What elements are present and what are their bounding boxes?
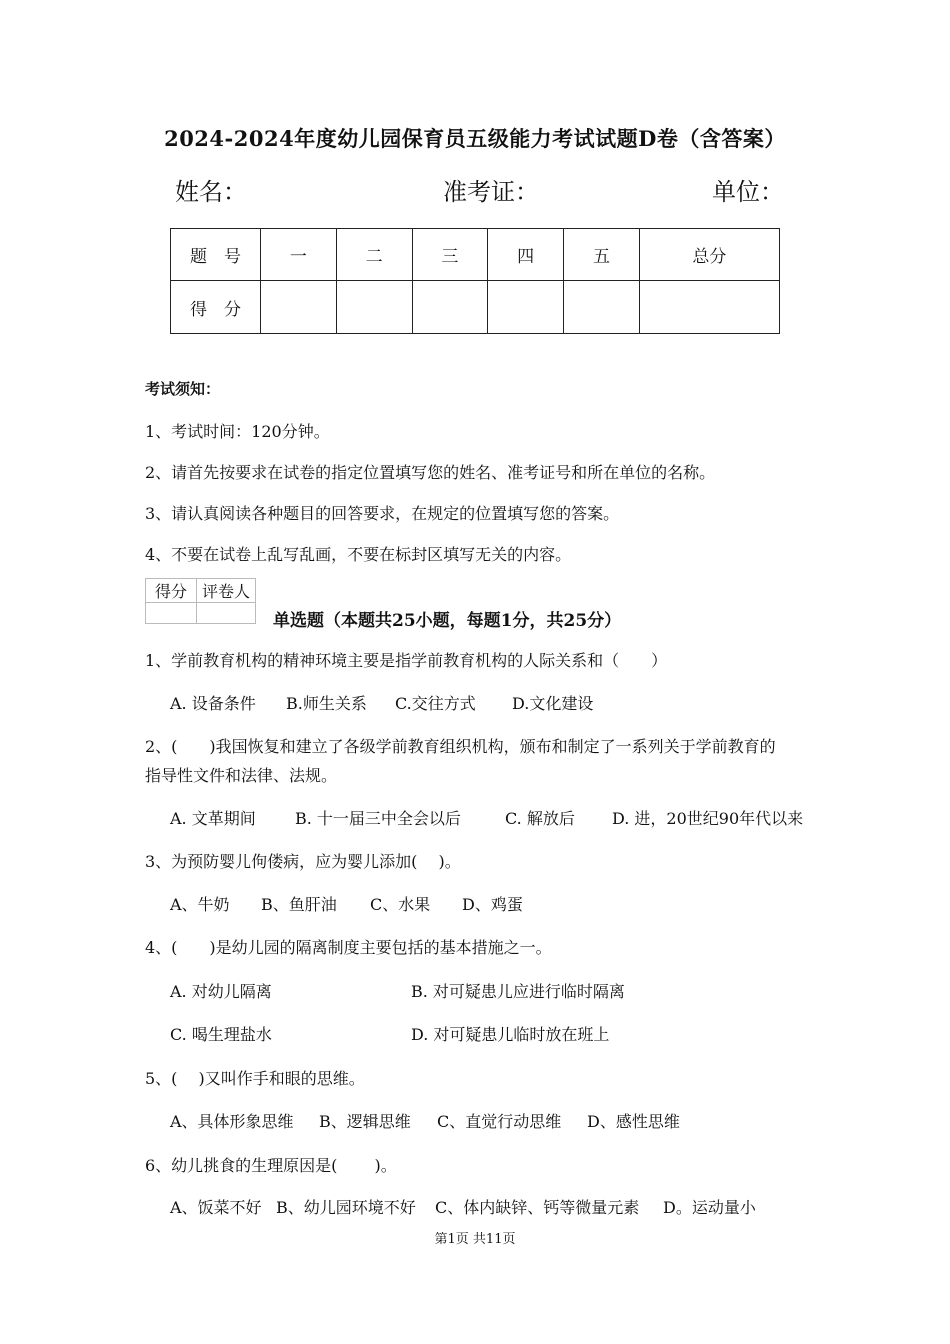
option[interactable]: A. 设备条件 [170, 694, 256, 713]
option[interactable]: B. 十一届三中全会以后 [295, 809, 461, 828]
header-cell-total: 总分 [639, 229, 779, 281]
question-text: 4、( )是幼儿园的隔离制度主要包括的基本措施之一。 [145, 938, 552, 957]
score-table [170, 228, 780, 334]
option[interactable]: D.文化建设 [512, 694, 594, 713]
option[interactable]: C、水果 [370, 895, 431, 914]
score-cell-1[interactable] [261, 281, 337, 334]
header-cell-1: 一 [261, 229, 337, 281]
option[interactable]: A. 文革期间 [170, 809, 256, 828]
score-cell-4[interactable] [488, 281, 564, 334]
unit-label: 单位： [712, 178, 784, 206]
score-cell-5[interactable] [564, 281, 640, 334]
score-cell-total[interactable] [639, 281, 779, 334]
grader-reviewer-cell[interactable] [197, 603, 256, 624]
option[interactable]: B、幼儿园环境不好 [276, 1198, 416, 1217]
option[interactable]: D、感性思维 [587, 1112, 680, 1131]
question-text: 3、为预防婴儿佝偻病，应为婴儿添加( )。 [145, 852, 461, 871]
option[interactable]: C. 解放后 [505, 809, 575, 828]
header-cell-4: 四 [488, 229, 564, 281]
option[interactable]: B. 对可疑患儿应进行临时隔离 [411, 982, 625, 1001]
question-text: 2、( )我国恢复和建立了各级学前教育组织机构，颁布和制定了一系列关于学前教育的 [145, 737, 776, 756]
option[interactable]: A、牛奶 [170, 895, 230, 914]
option[interactable]: C、直觉行动思维 [437, 1112, 562, 1131]
notice-item: 4、不要在试卷上乱写乱画，不要在标封区填写无关的内容。 [145, 545, 572, 564]
option[interactable]: C.交往方式 [395, 694, 476, 713]
question-text-continued: 指导性文件和法律、法规。 [145, 766, 338, 785]
score-cell-2[interactable] [336, 281, 412, 334]
score-table-score-row [171, 281, 780, 334]
row-label-score: 得 分 [171, 281, 261, 334]
notice-item: 2、请首先按要求在试卷的指定位置填写您的姓名、准考证号和所在单位的名称。 [145, 463, 716, 482]
section-title: 单选题（本题共25小题，每题1分，共25分） [273, 611, 622, 631]
score-cell-3[interactable] [412, 281, 488, 334]
option[interactable]: B、鱼肝油 [261, 895, 337, 914]
option[interactable]: B、逻辑思维 [319, 1112, 411, 1131]
header-cell-5: 五 [564, 229, 640, 281]
notice-item: 1、考试时间：120分钟。 [145, 422, 330, 441]
question-text: 6、幼儿挑食的生理原因是( )。 [145, 1156, 397, 1175]
grader-score-cell[interactable] [146, 603, 197, 624]
option[interactable]: A、具体形象思维 [170, 1112, 294, 1131]
grader-reviewer-label: 评卷人 [197, 579, 256, 603]
option[interactable]: D. 对可疑患儿临时放在班上 [411, 1025, 610, 1044]
option[interactable]: C. 喝生理盐水 [170, 1025, 272, 1044]
score-table-header-row [171, 229, 780, 281]
notice-item: 3、请认真阅读各种题目的回答要求，在规定的位置填写您的答案。 [145, 504, 620, 523]
option[interactable]: C、体内缺锌、钙等微量元素 [435, 1198, 640, 1217]
option[interactable]: D。运动量小 [663, 1198, 756, 1217]
question-text: 1、学前教育机构的精神环境主要是指学前教育机构的人际关系和（ ） [145, 651, 668, 670]
option[interactable]: D、鸡蛋 [462, 895, 523, 914]
document-title: 2024-2024年度幼儿园保育员五级能力考试试题D卷（含答案） [164, 126, 786, 151]
exam-id-label: 准考证： [443, 178, 539, 206]
grader-score-label: 得分 [146, 579, 197, 603]
notice-heading: 考试须知： [145, 380, 221, 398]
header-cell-question-no: 题 号 [171, 229, 261, 281]
page-footer: 第1页 共11页 [434, 1232, 516, 1247]
question-text: 5、( )又叫作手和眼的思维。 [145, 1069, 365, 1088]
name-label: 姓名： [175, 178, 247, 206]
option[interactable]: D. 进，20世纪90年代以来 [612, 809, 804, 828]
option[interactable]: A. 对幼儿隔离 [170, 982, 272, 1001]
grader-box [145, 578, 256, 624]
header-cell-2: 二 [336, 229, 412, 281]
option[interactable]: B.师生关系 [286, 694, 367, 713]
option[interactable]: A、饭菜不好 [170, 1198, 262, 1217]
header-cell-3: 三 [412, 229, 488, 281]
